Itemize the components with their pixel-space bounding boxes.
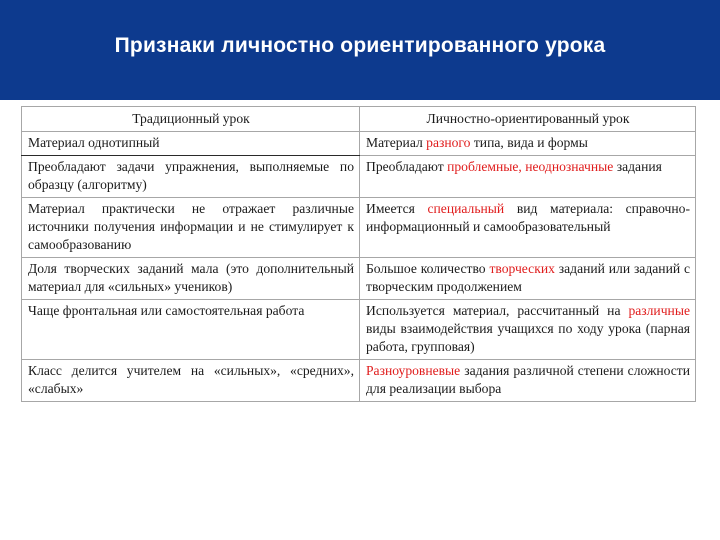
traditional-cell: Чаще фронтальная или самостоятельная работа xyxy=(22,300,360,360)
table-row xyxy=(22,360,696,402)
traditional-cell: Класс делится учителем на «сильных», «средних», «слабых» xyxy=(22,360,360,402)
header-traditional: Традиционный урок xyxy=(22,107,360,132)
table-row xyxy=(22,258,696,300)
person-oriented-cell: Большое количество творческих заданий или заданий с творческим продолжением xyxy=(360,258,696,300)
person-oriented-cell: Используется материал, рассчитанный на различные виды взаимодействия учащихся по ходу урока (парная работа, групповая) xyxy=(360,300,696,360)
traditional-cell: Доля творческих заданий мала (это дополнительный материал для «сильных» учеников) xyxy=(22,258,360,300)
highlight-text: разного xyxy=(426,135,471,150)
traditional-cell: Материал практически не отражает различные источники получения информации и не стимулирует к самообразованию xyxy=(22,198,360,258)
highlight-text: проблемные, неоднозначные xyxy=(447,159,614,174)
header-person-oriented: Личностно-ориентированный урок xyxy=(360,107,696,132)
person-oriented-cell: Преобладают проблемные, неоднозначные задания xyxy=(360,156,696,198)
slide-header xyxy=(0,0,720,100)
highlight-text: специальный xyxy=(427,201,505,216)
person-oriented-cell: Материал разного типа, вида и формы xyxy=(360,132,696,156)
table-row xyxy=(22,156,696,198)
table-row xyxy=(22,132,696,156)
table-row xyxy=(22,300,696,360)
person-oriented-cell: Разноуровневые задания различной степени сложности для реализации выбора xyxy=(360,360,696,402)
person-oriented-cell: Имеется специальный вид материала: справочно-информационный и самообразовательный xyxy=(360,198,696,258)
highlight-text: различные xyxy=(628,303,690,318)
table-header-row xyxy=(22,107,696,132)
highlight-text: Разноуровневые xyxy=(366,363,461,378)
slide-title: Признаки личностно ориентированного урока xyxy=(114,34,606,57)
highlight-text: творческих xyxy=(489,261,555,276)
traditional-cell: Преобладают задачи упражнения, выполняемые по образцу (алгоритму) xyxy=(22,156,360,198)
table-row xyxy=(22,198,696,258)
comparison-table xyxy=(21,106,696,402)
traditional-cell: Материал однотипный xyxy=(22,132,360,156)
